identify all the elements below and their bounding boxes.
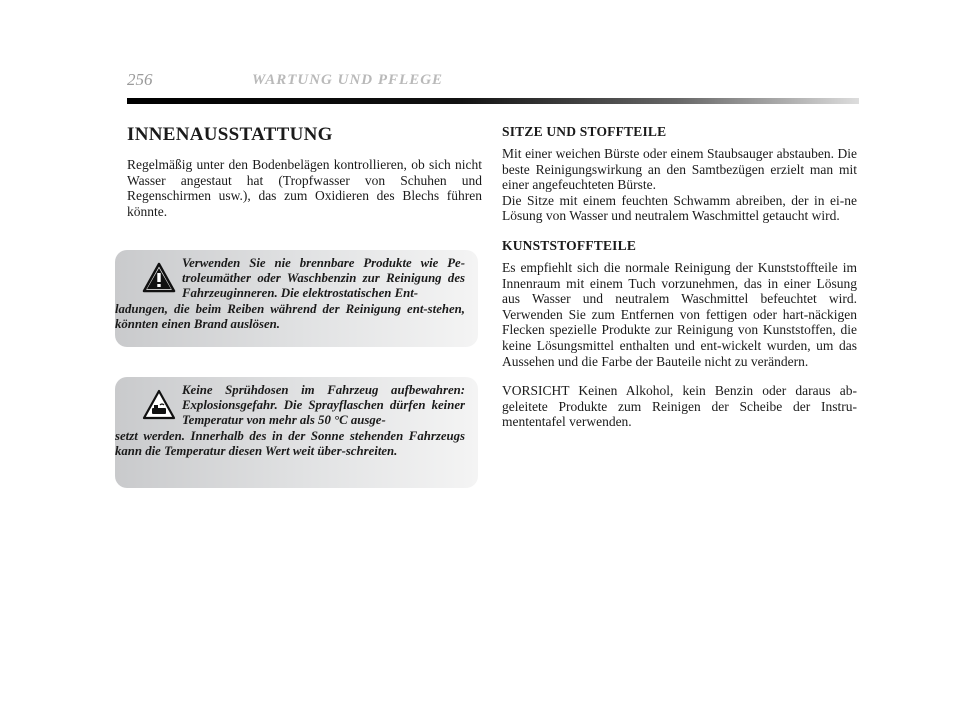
plastics-paragraph-2: VORSICHT Keinen Alkohol, kein Benzin oder daraus ab-geleitete Produkte zum Reinigen der Scheibe der Instru-mententafel verwenden. <box>502 383 857 430</box>
warning-text-flammable <box>115 256 465 332</box>
warning-box-spray <box>115 377 478 488</box>
warning-text-rest: ladungen, die beim Reiben während der Reinigung ent-stehen, könnten einen Brand auslösen. <box>115 301 465 331</box>
section-title: WARTUNG UND PFLEGE <box>252 72 444 88</box>
warning-text-indented: Keine Sprühdosen im Fahrzeug aufbewahren: Explosionsgefahr. Die Sprayflaschen dürfen keiner Temperatur von mehr als 50 °C ausge- <box>182 383 465 428</box>
header-rule <box>127 98 859 104</box>
warning-box-flammable <box>115 250 478 347</box>
seats-heading: SITZE UND STOFFTEILE <box>502 124 667 139</box>
plastics-paragraph-1: Es empfiehlt sich die normale Reinigung der Kunststoffteile im Innenraum mit einem Tuch vorzunehmen, das in einer Lösung aus Wasser und neutralem Waschmittel befeuchtet wird. Verwenden Sie zum Entfernen von fettigen oder hart-näckigen Flecken spezielle Produkte zur Reinigung von Kunststoffen, die keine Lösungsmittel enthalten und ent-wickelt wurden, um das Aussehen und die Farbe der Bauteile nicht zu verändern. <box>502 259 857 369</box>
seats-paragraph-1: Mit einer weichen Bürste oder einem Staubsauger abstauben. Die beste Reinigungswirkung an den Samtbezügen erzielt man mit einer angefeuchteten Bürste. <box>502 146 857 193</box>
seats-paragraph-2: Die Sitze mit einem feuchten Schwamm abreiben, der in ei-ne Lösung von Wasser und neutralem Waschmittel getaucht wird. <box>502 192 857 224</box>
left-column <box>127 124 482 219</box>
plastics-heading: KUNSTSTOFFTEILE <box>502 237 637 253</box>
interior-intro: Regelmäßig unter den Bodenbelägen kontrollieren, ob sich nicht Wasser angestaut hat (Tropfwasser von Schuhen und Regenschirmen usw.), das zum Oxidieren des Blechs führen könnte. <box>127 157 482 219</box>
right-column <box>502 124 857 430</box>
warning-text-rest: setzt werden. Innerhalb des in der Sonne stehenden Fahrzeugs kann die Temperatur diesen Wert weit über-schreiten. <box>115 428 465 458</box>
page-number: 256 <box>127 70 153 89</box>
interior-heading: INNENAUSSTATTUNG <box>127 124 333 145</box>
warning-text-spray <box>115 383 465 459</box>
warning-text-indented: Verwenden Sie nie brennbare Produkte wie Pe-troleumäther oder Waschbenzin zur Reinigung des Fahrzeuginneren. Die elektrostatischen Ent- <box>182 256 465 301</box>
page-header <box>127 70 857 94</box>
